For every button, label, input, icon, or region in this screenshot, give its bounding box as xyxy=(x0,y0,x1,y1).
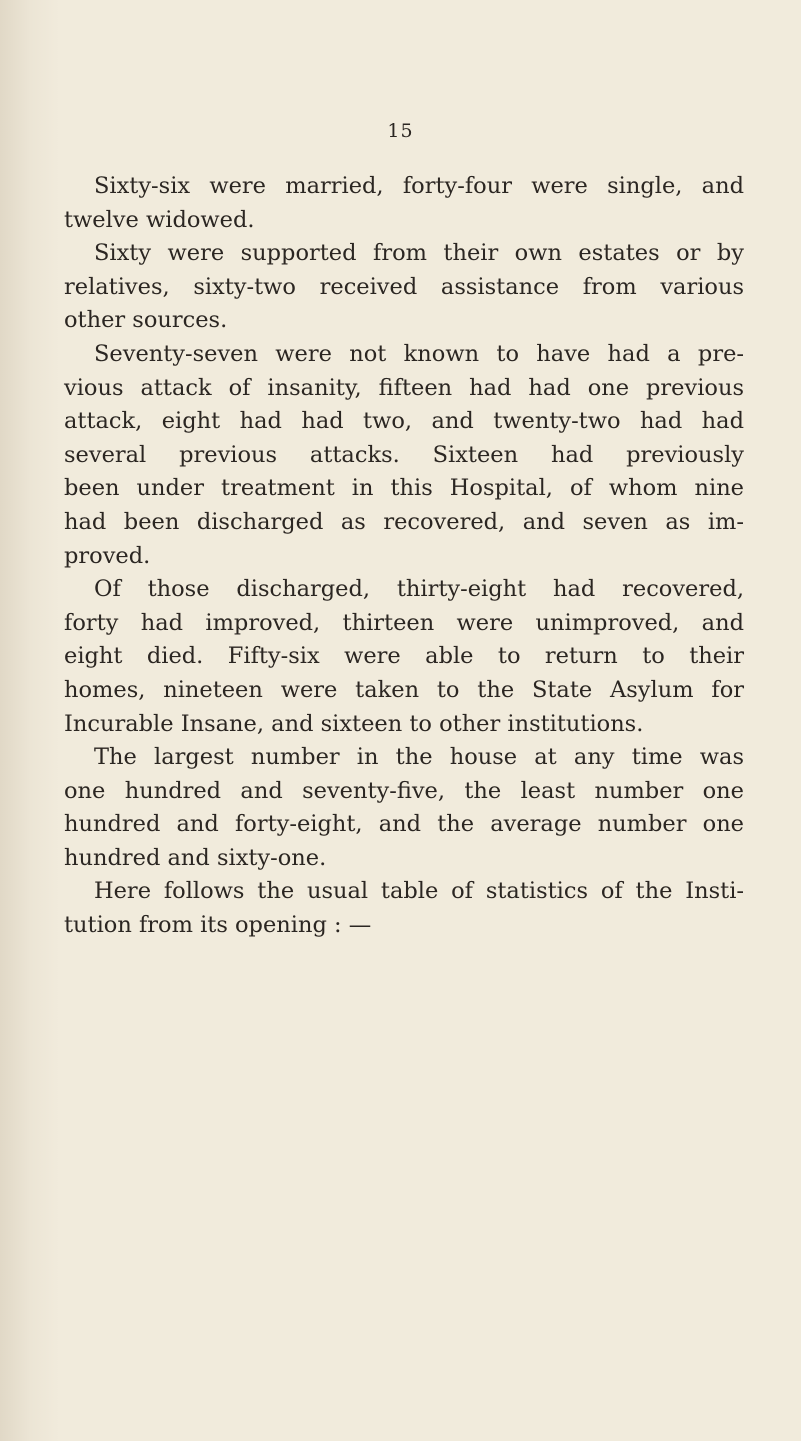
body-text xyxy=(64,170,744,943)
text-line: one hundred and seventy-five, the least number one xyxy=(64,777,744,804)
text-line: proved. xyxy=(64,542,151,569)
text-line: twelve widowed. xyxy=(64,206,255,233)
text-line: other sources. xyxy=(64,307,228,334)
text-line: tution from its opening : — xyxy=(64,912,372,939)
text-line: attack, eight had had two, and twenty-two had had xyxy=(64,408,744,435)
text-line: forty had improved, thirteen were unimproved, and xyxy=(64,609,744,636)
text-line: The largest number in the house at any time was xyxy=(94,744,744,771)
text-line: been under treatment in this Hospital, of whom nine xyxy=(64,475,744,502)
text-line: had been discharged as recovered, and seven as im- xyxy=(64,508,744,535)
text-line: Sixty were supported from their own estates or by xyxy=(94,240,744,267)
text-line: Seventy-seven were not known to have had a pre- xyxy=(94,340,744,367)
text-line: eight died. Fifty-six were able to return to their xyxy=(64,643,744,670)
text-line: Of those discharged, thirty-eight had recovered, xyxy=(94,576,744,603)
text-line: homes, nineteen were taken to the State Asylum for xyxy=(64,676,744,703)
text-line: hundred and forty-eight, and the average number one xyxy=(64,811,744,838)
page-number: 15 xyxy=(387,120,414,142)
text-line: Incurable Insane, and sixteen to other institutions. xyxy=(64,710,644,737)
text-line: Sixty-six were married, forty-four were single, and xyxy=(94,173,744,199)
text-line: Here follows the usual table of statistics of the Insti- xyxy=(94,878,744,905)
text-line: hundred and sixty-one. xyxy=(64,844,327,871)
text-line: several previous attacks. Sixteen had previously xyxy=(64,441,744,468)
text-line: vious attack of insanity, fifteen had had one previous xyxy=(64,374,744,401)
text-line: relatives, sixty-two received assistance from various xyxy=(64,273,744,300)
